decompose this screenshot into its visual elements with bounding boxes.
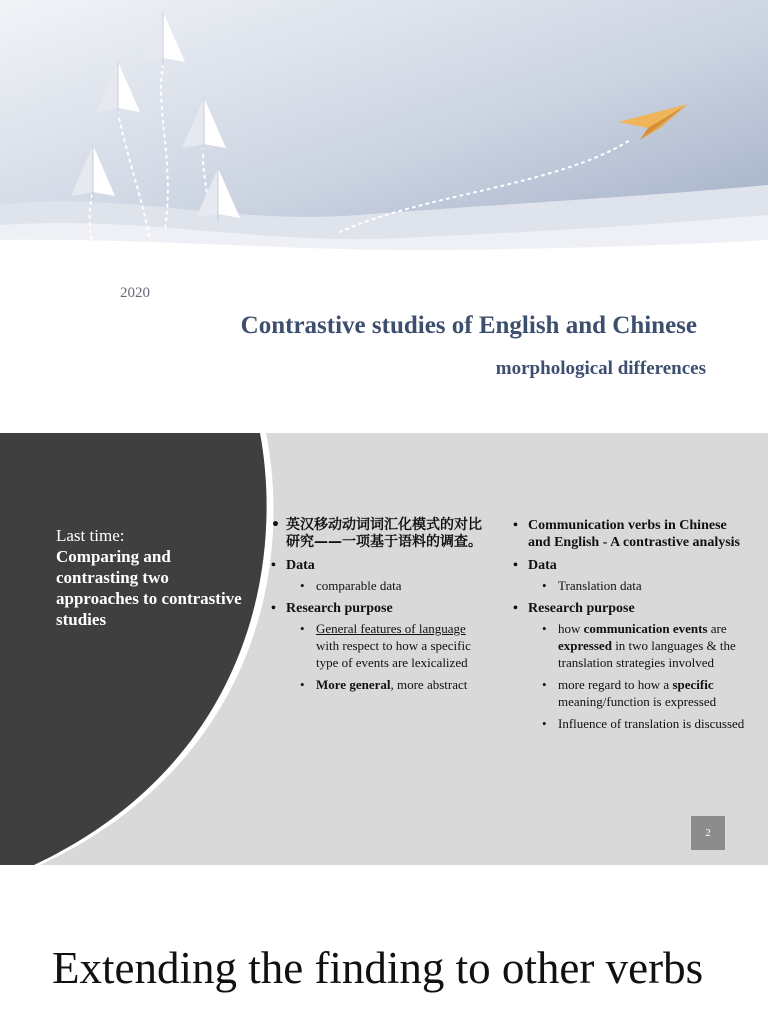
list-item <box>512 557 748 594</box>
purpose-item: • Influence of translation is discussed <box>528 715 748 732</box>
purpose-item <box>286 620 490 671</box>
last-time-heading: Comparing and contrasting two approaches to contrastive studies <box>56 547 242 629</box>
comparison-slide <box>0 433 768 865</box>
slide-title: Extending the finding to other verbs <box>52 943 704 993</box>
purpose-item-text: with respect to how a specific type of events are lexicalized <box>316 638 471 670</box>
right-study-title: • Communication verbs in Chinese and English - A contrastive analysis <box>512 517 748 551</box>
title-slide <box>0 0 768 432</box>
last-time-summary <box>56 525 246 630</box>
year-label: 2020 <box>120 285 150 301</box>
left-study-title: • 英汉移动动词词汇化模式的对比研究——一项基于语料的调查。 <box>270 517 490 551</box>
research-purpose-label: Research purpose <box>528 601 635 616</box>
purpose-item-text: , more abstract <box>390 677 468 692</box>
presentation-subtitle: morphological differences <box>495 358 706 379</box>
purpose-item <box>286 676 490 693</box>
slide-number-badge: 2 <box>691 816 725 850</box>
list-item <box>270 600 490 693</box>
data-label: Data <box>528 558 557 573</box>
bold-phrase: expressed <box>558 638 612 653</box>
bold-phrase: More general <box>316 677 391 692</box>
data-item: • Translation data <box>528 577 748 594</box>
last-time-label: Last time: <box>56 526 125 545</box>
purpose-item-text: more regard to how a <box>558 677 673 692</box>
bold-phrase: specific <box>672 677 714 692</box>
list-item <box>512 600 748 732</box>
presentation-title: Contrastive studies of English and Chinese <box>240 312 697 339</box>
bold-phrase: communication events <box>583 621 708 636</box>
left-study-column <box>270 517 490 699</box>
purpose-item-text: are <box>707 621 727 636</box>
underlined-phrase: General features of language <box>316 621 466 636</box>
purpose-item-text: how <box>558 621 584 636</box>
right-study-column <box>512 517 748 738</box>
list-item <box>270 557 490 594</box>
purpose-item-text: in two languages & the translation strategies involved <box>558 638 736 670</box>
section-slide <box>0 866 768 1024</box>
research-purpose-label: Research purpose <box>286 601 393 616</box>
data-label: Data <box>286 558 315 573</box>
purpose-item <box>528 620 748 671</box>
purpose-item-text: meaning/function is expressed <box>558 694 717 709</box>
paper-planes-banner <box>0 0 768 260</box>
purpose-item <box>528 676 748 710</box>
data-item: • comparable data <box>286 577 490 594</box>
